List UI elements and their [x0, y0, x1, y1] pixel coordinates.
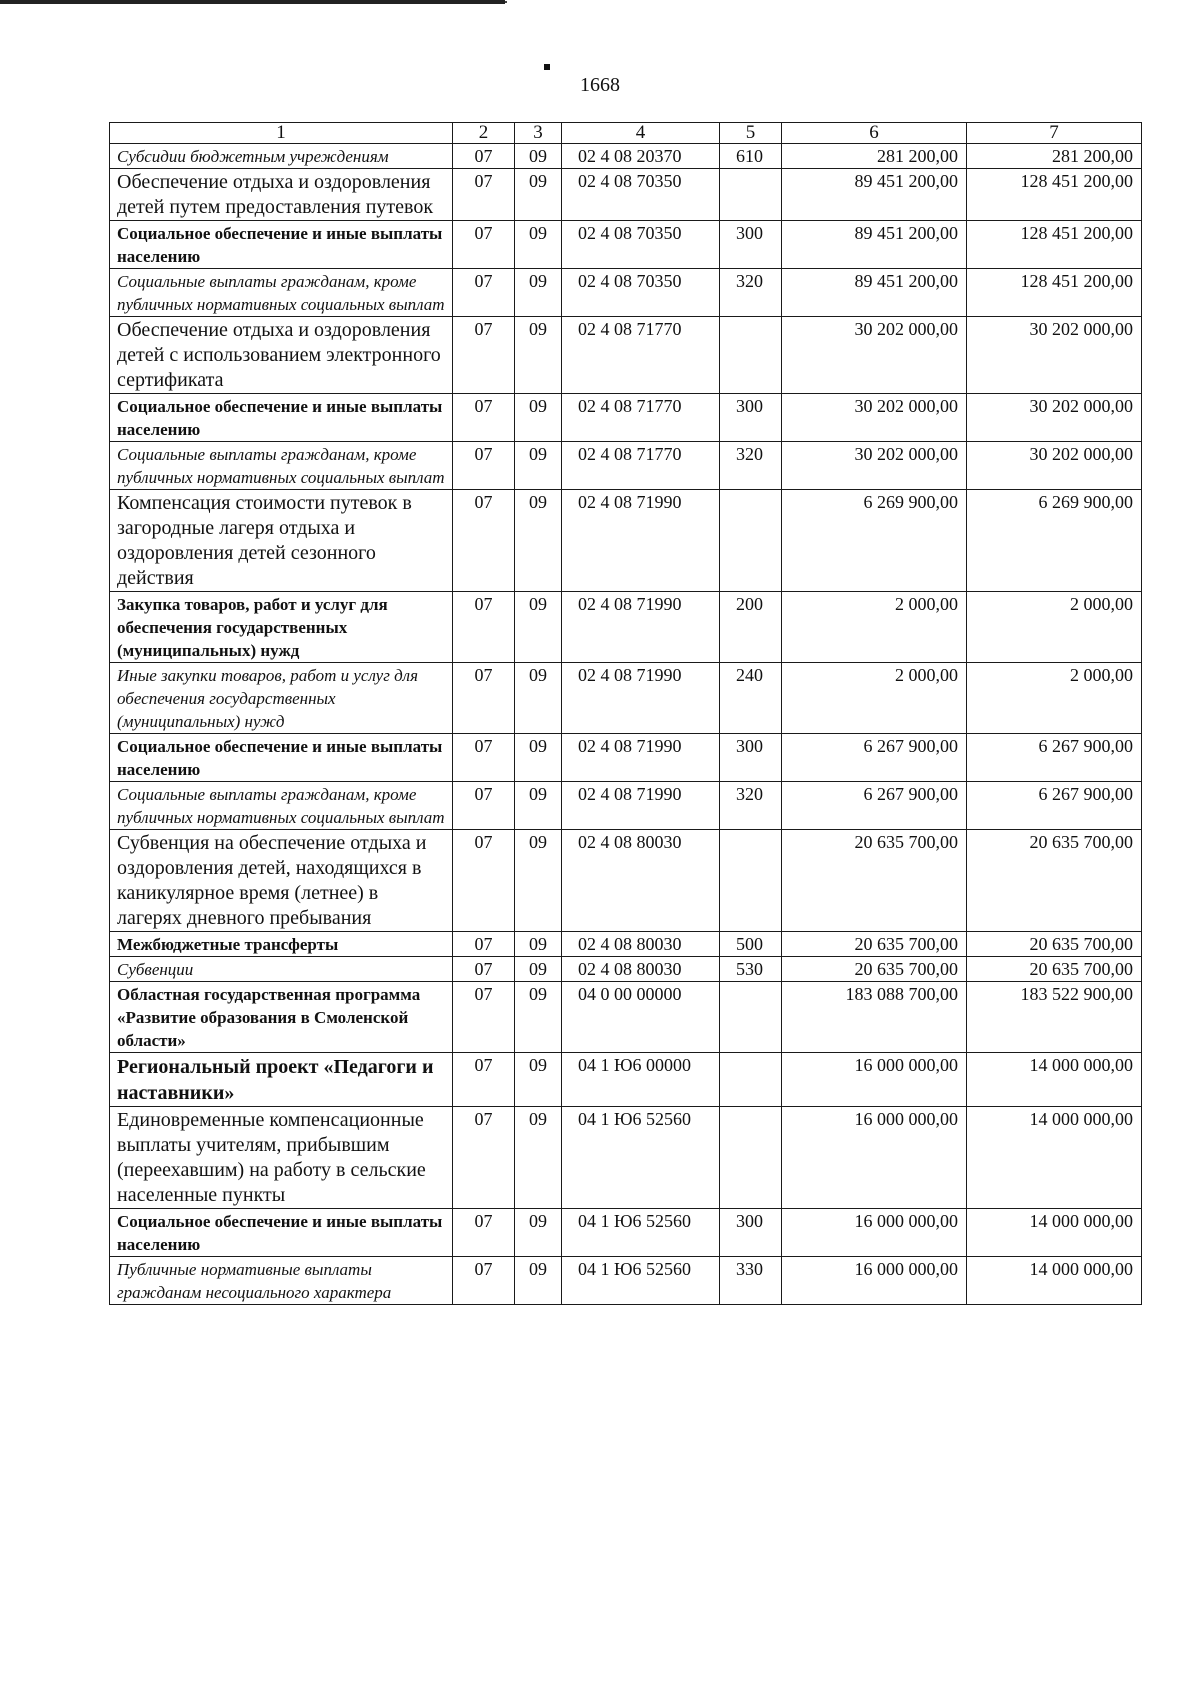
budget-table	[109, 122, 1142, 1305]
target-article-cell: 02 4 08 70350	[562, 169, 720, 221]
expense-type-cell: 610	[720, 144, 782, 169]
subsection-code-cell: 09	[515, 734, 562, 782]
row-name-cell: Региональный проект «Педагоги и наставники»	[110, 1053, 453, 1107]
expense-type-cell: 320	[720, 269, 782, 317]
amount-year1-cell: 6 269 900,00	[782, 490, 967, 592]
section-code-cell: 07	[453, 663, 515, 734]
row-name-cell: Единовременные компенсационные выплаты учителям, прибывшим (переехавшим) на работу в сельские населенные пункты	[110, 1107, 453, 1209]
target-article-cell: 02 4 08 71990	[562, 734, 720, 782]
amount-year1-cell: 6 267 900,00	[782, 782, 967, 830]
section-code-cell: 07	[453, 269, 515, 317]
amount-year2-cell: 20 635 700,00	[967, 957, 1142, 982]
table-row	[110, 982, 1142, 1053]
section-code-cell: 07	[453, 442, 515, 490]
section-code-cell: 07	[453, 1209, 515, 1257]
table-row	[110, 442, 1142, 490]
row-name-cell: Компенсация стоимости путевок в загородные лагеря отдыха и оздоровления детей сезонного действия	[110, 490, 453, 592]
column-header: 6	[782, 123, 967, 144]
table-row	[110, 1209, 1142, 1257]
subsection-code-cell: 09	[515, 1209, 562, 1257]
section-code-cell: 07	[453, 1257, 515, 1305]
row-name-cell: Иные закупки товаров, работ и услуг для обеспечения государственных (муниципальных) нужд	[110, 663, 453, 734]
subsection-code-cell: 09	[515, 169, 562, 221]
section-code-cell: 07	[453, 932, 515, 957]
target-article-cell: 02 4 08 71990	[562, 592, 720, 663]
table-row	[110, 957, 1142, 982]
expense-type-cell	[720, 982, 782, 1053]
amount-year1-cell: 281 200,00	[782, 144, 967, 169]
expense-type-cell: 320	[720, 782, 782, 830]
table-row	[110, 1053, 1142, 1107]
section-code-cell: 07	[453, 957, 515, 982]
subsection-code-cell: 09	[515, 144, 562, 169]
expense-type-cell: 240	[720, 663, 782, 734]
target-article-cell: 02 4 08 80030	[562, 932, 720, 957]
table-body	[110, 144, 1142, 1305]
expense-type-cell: 330	[720, 1257, 782, 1305]
table-row	[110, 169, 1142, 221]
section-code-cell: 07	[453, 317, 515, 394]
expense-type-cell: 500	[720, 932, 782, 957]
row-name-cell: Социальное обеспечение и иные выплаты населению	[110, 1209, 453, 1257]
page-number: 1668	[580, 74, 620, 96]
row-name-cell: Социальное обеспечение и иные выплаты населению	[110, 394, 453, 442]
target-article-cell: 02 4 08 71770	[562, 394, 720, 442]
target-article-cell: 04 0 00 00000	[562, 982, 720, 1053]
table-row	[110, 394, 1142, 442]
amount-year2-cell: 2 000,00	[967, 663, 1142, 734]
row-name-cell: Социальные выплаты гражданам, кроме публичных нормативных социальных выплат	[110, 269, 453, 317]
table-row	[110, 663, 1142, 734]
amount-year1-cell: 20 635 700,00	[782, 932, 967, 957]
row-name-cell: Субвенция на обеспечение отдыха и оздоровления детей, находящихся в каникулярное время (летнее) в лагерях дневного пребывания	[110, 830, 453, 932]
table-row	[110, 221, 1142, 269]
amount-year2-cell: 20 635 700,00	[967, 830, 1142, 932]
amount-year2-cell: 6 267 900,00	[967, 782, 1142, 830]
column-header: 3	[515, 123, 562, 144]
subsection-code-cell: 09	[515, 490, 562, 592]
target-article-cell: 04 1 Ю6 52560	[562, 1107, 720, 1209]
expense-type-cell: 300	[720, 734, 782, 782]
column-header: 5	[720, 123, 782, 144]
expense-type-cell: 300	[720, 221, 782, 269]
table-row	[110, 830, 1142, 932]
target-article-cell: 04 1 Ю6 00000	[562, 1053, 720, 1107]
amount-year2-cell: 128 451 200,00	[967, 221, 1142, 269]
expense-type-cell	[720, 169, 782, 221]
subsection-code-cell: 09	[515, 830, 562, 932]
table-row	[110, 269, 1142, 317]
expense-type-cell: 320	[720, 442, 782, 490]
amount-year2-cell: 128 451 200,00	[967, 269, 1142, 317]
subsection-code-cell: 09	[515, 982, 562, 1053]
row-name-cell: Социальное обеспечение и иные выплаты населению	[110, 221, 453, 269]
amount-year1-cell: 183 088 700,00	[782, 982, 967, 1053]
subsection-code-cell: 09	[515, 1053, 562, 1107]
section-code-cell: 07	[453, 830, 515, 932]
amount-year1-cell: 30 202 000,00	[782, 442, 967, 490]
expense-type-cell	[720, 490, 782, 592]
column-header: 7	[967, 123, 1142, 144]
row-name-cell: Межбюджетные трансферты	[110, 932, 453, 957]
subsection-code-cell: 09	[515, 221, 562, 269]
target-article-cell: 02 4 08 71770	[562, 442, 720, 490]
row-name-cell: Социальные выплаты гражданам, кроме публичных нормативных социальных выплат	[110, 442, 453, 490]
amount-year1-cell: 20 635 700,00	[782, 830, 967, 932]
row-name-cell: Социальное обеспечение и иные выплаты населению	[110, 734, 453, 782]
amount-year1-cell: 16 000 000,00	[782, 1257, 967, 1305]
row-name-cell: Социальные выплаты гражданам, кроме публичных нормативных социальных выплат	[110, 782, 453, 830]
subsection-code-cell: 09	[515, 932, 562, 957]
subsection-code-cell: 09	[515, 663, 562, 734]
section-code-cell: 07	[453, 1107, 515, 1209]
expense-type-cell: 300	[720, 394, 782, 442]
target-article-cell: 02 4 08 80030	[562, 957, 720, 982]
section-code-cell: 07	[453, 394, 515, 442]
amount-year2-cell: 6 269 900,00	[967, 490, 1142, 592]
subsection-code-cell: 09	[515, 1107, 562, 1209]
amount-year2-cell: 6 267 900,00	[967, 734, 1142, 782]
section-code-cell: 07	[453, 490, 515, 592]
row-name-cell: Областная государственная программа «Развитие образования в Смоленской области»	[110, 982, 453, 1053]
table-row	[110, 1257, 1142, 1305]
table-row	[110, 592, 1142, 663]
amount-year1-cell: 89 451 200,00	[782, 221, 967, 269]
expense-type-cell	[720, 317, 782, 394]
subsection-code-cell: 09	[515, 317, 562, 394]
amount-year1-cell: 2 000,00	[782, 592, 967, 663]
amount-year1-cell: 16 000 000,00	[782, 1209, 967, 1257]
column-header: 2	[453, 123, 515, 144]
amount-year2-cell: 128 451 200,00	[967, 169, 1142, 221]
column-header: 4	[562, 123, 720, 144]
amount-year2-cell: 30 202 000,00	[967, 394, 1142, 442]
amount-year2-cell: 281 200,00	[967, 144, 1142, 169]
row-name-cell: Субвенции	[110, 957, 453, 982]
section-code-cell: 07	[453, 221, 515, 269]
section-code-cell: 07	[453, 982, 515, 1053]
column-header: 1	[110, 123, 453, 144]
subsection-code-cell: 09	[515, 394, 562, 442]
subsection-code-cell: 09	[515, 957, 562, 982]
amount-year1-cell: 16 000 000,00	[782, 1053, 967, 1107]
amount-year2-cell: 2 000,00	[967, 592, 1142, 663]
expense-type-cell: 300	[720, 1209, 782, 1257]
target-article-cell: 02 4 08 70350	[562, 269, 720, 317]
subsection-code-cell: 09	[515, 442, 562, 490]
table-row	[110, 782, 1142, 830]
row-name-cell: Обеспечение отдыха и оздоровления детей с использованием электронного сертификата	[110, 317, 453, 394]
page-dot-mark	[544, 64, 550, 70]
amount-year2-cell: 183 522 900,00	[967, 982, 1142, 1053]
amount-year2-cell: 20 635 700,00	[967, 932, 1142, 957]
row-name-cell: Обеспечение отдыха и оздоровления детей путем предоставления путевок	[110, 169, 453, 221]
target-article-cell: 04 1 Ю6 52560	[562, 1257, 720, 1305]
section-code-cell: 07	[453, 592, 515, 663]
section-code-cell: 07	[453, 734, 515, 782]
target-article-cell: 02 4 08 71990	[562, 782, 720, 830]
target-article-cell: 02 4 08 71990	[562, 490, 720, 592]
amount-year1-cell: 16 000 000,00	[782, 1107, 967, 1209]
row-name-cell: Закупка товаров, работ и услуг для обеспечения государственных (муниципальных) нужд	[110, 592, 453, 663]
target-article-cell: 02 4 08 80030	[562, 830, 720, 932]
row-name-cell: Публичные нормативные выплаты гражданам несоциального характера	[110, 1257, 453, 1305]
expense-type-cell: 200	[720, 592, 782, 663]
section-code-cell: 07	[453, 144, 515, 169]
amount-year2-cell: 14 000 000,00	[967, 1257, 1142, 1305]
amount-year1-cell: 30 202 000,00	[782, 317, 967, 394]
expense-type-cell	[720, 830, 782, 932]
table-row	[110, 932, 1142, 957]
table-row	[110, 317, 1142, 394]
amount-year2-cell: 14 000 000,00	[967, 1107, 1142, 1209]
amount-year2-cell: 30 202 000,00	[967, 317, 1142, 394]
amount-year1-cell: 89 451 200,00	[782, 169, 967, 221]
target-article-cell: 04 1 Ю6 52560	[562, 1209, 720, 1257]
table-row	[110, 1107, 1142, 1209]
expense-type-cell	[720, 1107, 782, 1209]
amount-year1-cell: 20 635 700,00	[782, 957, 967, 982]
target-article-cell: 02 4 08 71770	[562, 317, 720, 394]
table-row	[110, 490, 1142, 592]
table-row	[110, 734, 1142, 782]
top-scan-mark	[505, 1, 507, 3]
expense-type-cell: 530	[720, 957, 782, 982]
amount-year1-cell: 30 202 000,00	[782, 394, 967, 442]
row-name-cell: Субсидии бюджетным учреждениям	[110, 144, 453, 169]
section-code-cell: 07	[453, 169, 515, 221]
section-code-cell: 07	[453, 1053, 515, 1107]
target-article-cell: 02 4 08 20370	[562, 144, 720, 169]
subsection-code-cell: 09	[515, 782, 562, 830]
amount-year1-cell: 2 000,00	[782, 663, 967, 734]
target-article-cell: 02 4 08 71990	[562, 663, 720, 734]
table-header-row	[110, 123, 1142, 144]
subsection-code-cell: 09	[515, 1257, 562, 1305]
amount-year2-cell: 30 202 000,00	[967, 442, 1142, 490]
amount-year1-cell: 89 451 200,00	[782, 269, 967, 317]
amount-year2-cell: 14 000 000,00	[967, 1209, 1142, 1257]
amount-year2-cell: 14 000 000,00	[967, 1053, 1142, 1107]
subsection-code-cell: 09	[515, 592, 562, 663]
target-article-cell: 02 4 08 70350	[562, 221, 720, 269]
amount-year1-cell: 6 267 900,00	[782, 734, 967, 782]
top-scan-rule	[0, 0, 505, 4]
expense-type-cell	[720, 1053, 782, 1107]
section-code-cell: 07	[453, 782, 515, 830]
table-row	[110, 144, 1142, 169]
subsection-code-cell: 09	[515, 269, 562, 317]
